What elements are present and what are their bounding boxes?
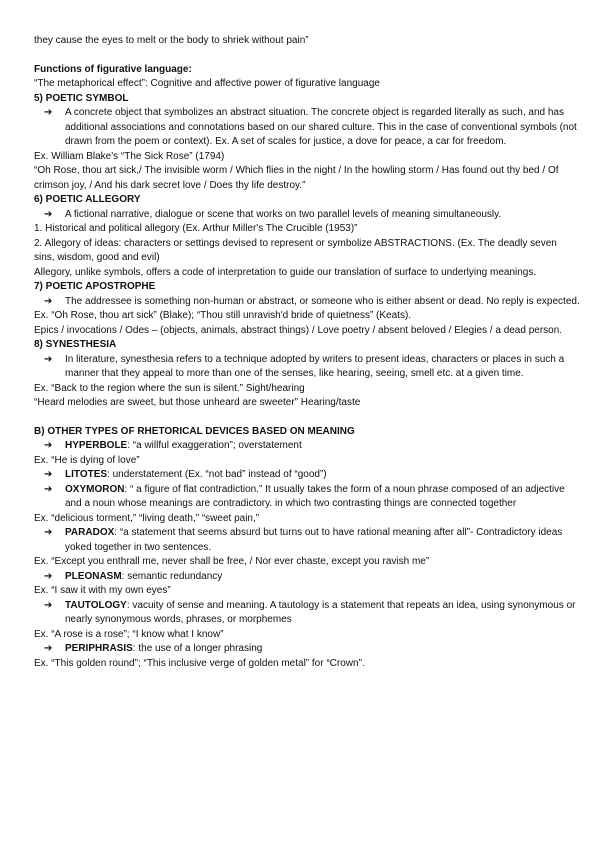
- bullet-item: ➔ TAUTOLOGY: vacuity of sense and meaning. A tautology is a statement that repeats an idea, using synonymous or nearly synonymous words, phrases, or morphemes: [34, 599, 580, 628]
- section-heading-8: 8) SYNESTHESIA: [34, 339, 117, 350]
- right-arrow-icon: ➔: [44, 107, 53, 118]
- right-arrow-icon: ➔: [44, 483, 53, 495]
- bullet-item: ➔ PARADOX: “a statement that seems absurd but turns out to have rational meaning after all”- Contradictory ideas yoked together in two sentences.: [34, 526, 580, 555]
- bullet-item: ➔ HYPERBOLE: “a willful exaggeration”; overstatement: [34, 439, 580, 454]
- section-heading-7: 7) POETIC APOSTROPHE: [34, 281, 156, 292]
- right-arrow-icon: ➔: [44, 570, 53, 582]
- text-line: Ex. “He is dying of love”: [34, 454, 140, 466]
- text-line: Allegory, unlike symbols, offers a code of interpretation to guide our translation of surface to underlying meanings.: [34, 266, 537, 278]
- section-heading-6: 6) POETIC ALLEGORY: [34, 194, 141, 205]
- text-line: Ex. “I saw it with my own eyes”: [34, 585, 171, 596]
- right-arrow-icon: ➔: [44, 440, 53, 451]
- document-page: [34, 34, 580, 671]
- text-line: Epics / invocations / Odes – (objects, animals, abstract things) / Love poetry / absent beloved / Elegies / a dead person.: [34, 324, 563, 336]
- text-line: Ex. “delicious torment,” “living death,” “sweet pain,”: [34, 512, 260, 524]
- bullet-item: ➔ PLEONASM: semantic redundancy: [34, 570, 580, 585]
- text-line: they cause the eyes to melt or the body to shriek without pain”: [34, 35, 309, 46]
- right-arrow-icon: ➔: [44, 469, 53, 480]
- section-heading-b: B) OTHER TYPES OF RHETORICAL DEVICES BASED ON MEANING: [34, 425, 355, 437]
- text-line: “Heard melodies are sweet, but those unheard are sweeter” Hearing/taste: [34, 397, 361, 408]
- text-line: 2. Allegory of ideas: characters or settings devised to represent or symbolize ABSTRACTIONS. (Ex. The deadly seven sins, wisdom, good and evil): [34, 237, 557, 263]
- bullet-item: ➔ OXYMORON: “ a figure of flat contradiction.” It usually takes the form of a noun phrase composed of an adjective and a noun whose meanings are contradictory. in which two contrasting things are connected together: [34, 483, 580, 512]
- text-line: Ex. “A rose is a rose”; “I know what I know”: [34, 628, 224, 640]
- section-heading: Functions of figurative language:: [34, 63, 192, 75]
- text-line: Ex. “Back to the region where the sun is silent.” Sight/hearing: [34, 382, 305, 394]
- bullet-item: ➔ A concrete object that symbolizes an abstract situation. The concrete object is regarded literally as such, and has additional associations and connotations based on our shared culture. This in the case of conventional symbols (not drawn from the poem or context). Ex. A set of scales for justice, a dove for peace, a car for freedom.: [34, 106, 580, 150]
- text-line: “Oh Rose, thou art sick,/ The invisible worm / Which flies in the night / In the howling storm / Has found out thy bed / Of crimson joy, / And his dark secret love / Does thy life destroy.”: [34, 165, 559, 191]
- right-arrow-icon: ➔: [44, 353, 53, 365]
- right-arrow-icon: ➔: [44, 643, 53, 654]
- right-arrow-icon: ➔: [44, 295, 53, 307]
- bullet-item: ➔ PERIPHRASIS: the use of a longer phrasing: [34, 642, 580, 657]
- section-heading-5: 5) POETIC SYMBOL: [34, 92, 129, 104]
- right-arrow-icon: ➔: [44, 208, 53, 220]
- text-line: 1. Historical and political allegory (Ex. Arthur Miller's The Crucible (1953)”: [34, 223, 358, 234]
- right-arrow-icon: ➔: [44, 599, 53, 611]
- right-arrow-icon: ➔: [44, 527, 53, 538]
- bullet-item: ➔ The addressee is something non-human or abstract, or someone who is either absent or dead. No reply is expected.: [34, 295, 580, 310]
- bullet-item: ➔ A fictional narrative, dialogue or scene that works on two parallel levels of meaning simultaneously.: [34, 208, 580, 223]
- text-line: Ex. William Blake's “The Sick Rose” (1794): [34, 150, 225, 162]
- text-line: Ex. “This golden round”; “This inclusive verge of golden metal” for “Crown”.: [34, 657, 365, 669]
- text-line: Ex. “Oh Rose, thou art sick” (Blake); “Thou still unravish'd bride of quietness” (Keats).: [34, 310, 412, 321]
- bullet-item: ➔ LITOTES: understatement (Ex. “not bad” instead of “good”): [34, 468, 580, 483]
- bullet-item: ➔ In literature, synesthesia refers to a technique adopted by writers to present ideas, characters or places in such a manner that they appeal to more than one of the senses, like hearing, seeing, smell etc. at a given time.: [34, 353, 580, 382]
- text-line: “The metaphorical effect”: Cognitive and affective power of figurative language: [34, 78, 380, 89]
- text-line: Ex. “Except you enthrall me, never shall be free, / Nor ever chaste, except you ravish me”: [34, 556, 430, 567]
